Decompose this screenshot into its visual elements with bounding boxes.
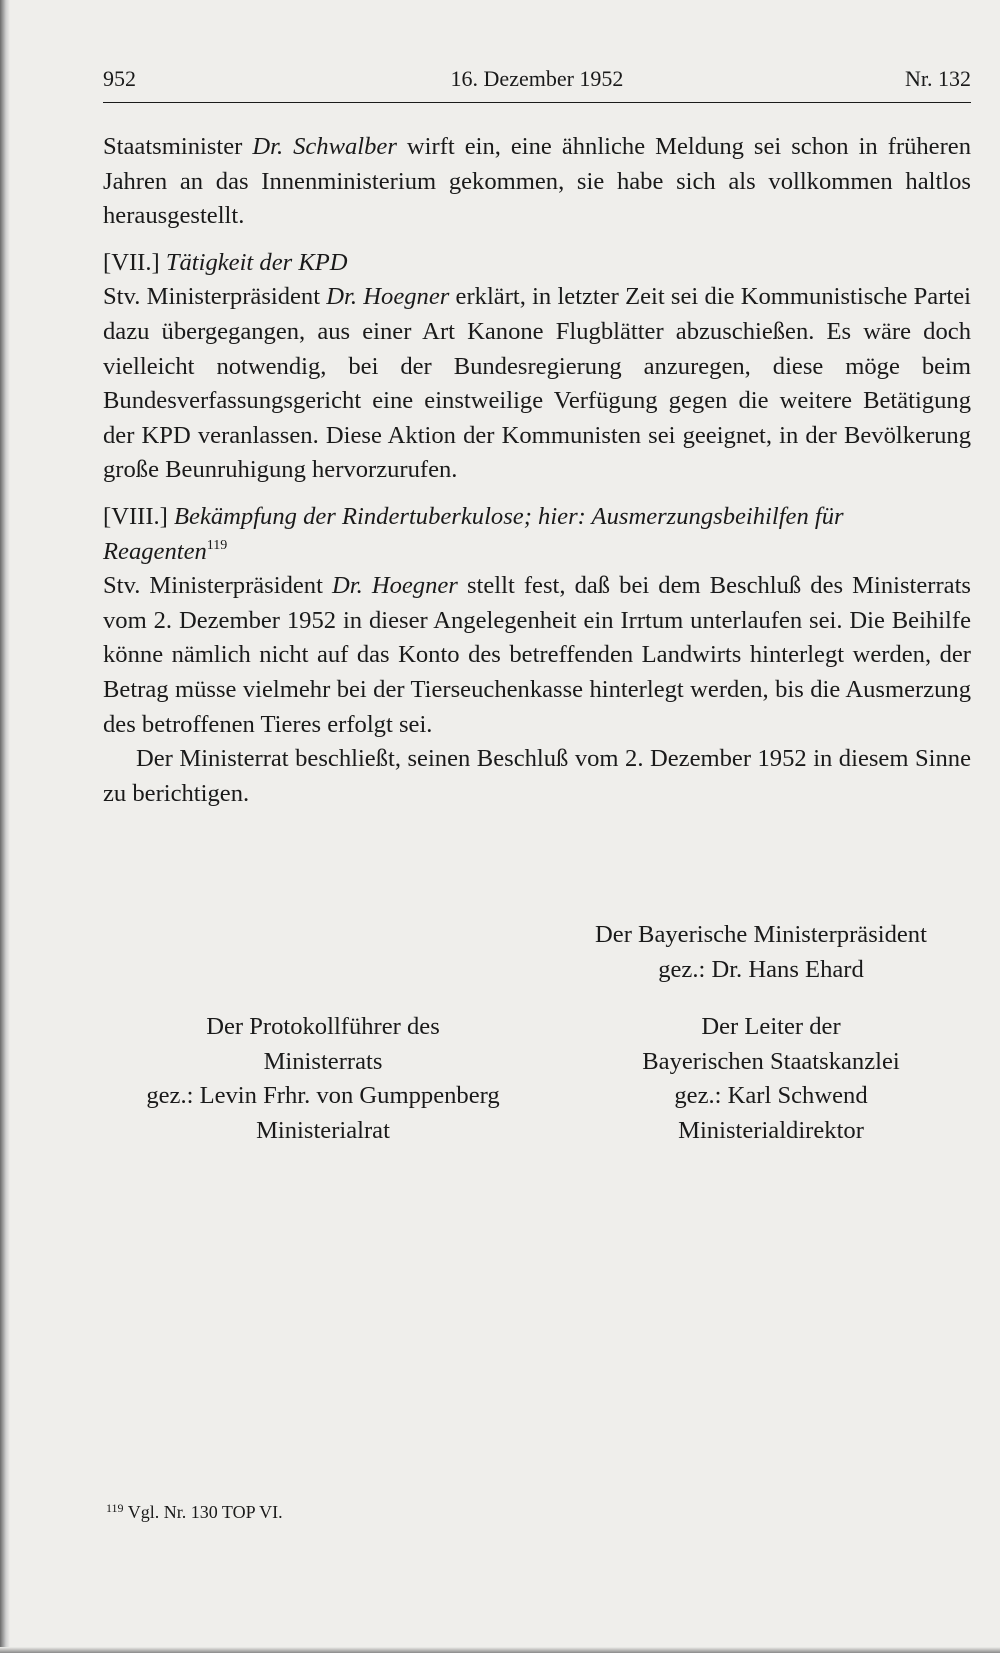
signature-name: gez.: Karl Schwend [674,1082,868,1110]
header-date: 16. Dezember 1952 [450,66,624,91]
section-title: Tätigkeit der KPD [159,248,348,276]
signature-president [551,918,971,987]
text-run: stellt fest, daß bei dem Beschluß des Ministerrats vom 2. Dezember 1952 in dieser Angelegenheit ein Irrtum unterlaufen sei. Die Beihilfe könne nämlich nicht auf das Konto des betreffenden Landwirts hinterlegt werden, der Betrag müsse vielmehr bei der Tierseuchenkasse hinterlegt werden, bis die Ausmerzung des betroffenen Tieres erfolgt sei. [103,572,971,738]
speaker-name: Dr. Schwalber [252,133,397,160]
signature-recorder [103,1010,543,1148]
footnote-text: Vgl. Nr. 130 TOP VI. [123,1502,283,1522]
signature-title: Der Protokollführer des [206,1013,440,1040]
issue-number: Nr. 132 [905,66,971,91]
text-run: Staatsminister [103,133,253,160]
text-run: Stv. Ministerpräsident [103,572,332,600]
footnote-119 [106,1502,283,1523]
signature-title: Ministerrats [263,1047,383,1075]
page-body [103,130,971,811]
footnote-number: 119 [106,1501,124,1515]
text-run: Stv. Ministerpräsident [103,283,327,311]
signature-title: Der Leiter der [701,1013,841,1040]
signature-name: gez.: Levin Frhr. von Gumppenberg [146,1082,500,1110]
header-rule [103,102,971,103]
page-edge-shadow [0,0,10,1653]
speaker-name: Dr. Hoegner [326,283,450,311]
paragraph-resolution: Der Ministerrat beschließt, seinen Beschluß vom 2. Dezember 1952 in diesem Sinne zu berichtigen. [103,745,971,807]
section-heading-viii [103,500,971,569]
section-title: Bekämpfung der Rindertuberkulose; hier: Ausmerzungsbeihilfen für Reagenten [103,502,844,565]
text-run: wirft ein, eine ähnliche Meldung sei schon in früheren Jahren an das Innenministerium gekommen, sie habe sich als vollkommen haltlos herausgestellt. [103,133,972,230]
paragraph-schwalber [103,130,971,234]
section-number: [VIII.] [103,502,168,530]
signature-chancery [571,1010,971,1148]
paragraph-rindertuberkulose [103,569,971,742]
section-number: [VII.] [103,248,160,276]
speaker-name: Dr. Hoegner [332,572,458,600]
page-header [103,66,971,102]
signature-rank: Ministerialdirektor [678,1116,864,1144]
text-run: erklärt, in letzter Zeit sei die Kommunistische Partei dazu übergegangen, aus einer Art Kanone Flugblätter abzuschießen. Es wäre doch vielleicht notwendig, bei der Bundesregierung anzuregen, diese möge beim Bundesverfassungsgericht eine einstweilige Verfügung gegen die weitere Betätigung der KPD veranlassen. Diese Aktion der Kommunisten sei geeignet, in der Bevölkerung große Beunruhigung hervorzurufen. [103,283,971,484]
page-bottom-shadow [0,1647,1000,1653]
page-number: 952 [103,66,136,91]
section-heading-vii [103,246,971,281]
signature-rank: Ministerialrat [256,1116,390,1144]
signature-title: Der Bayerische Ministerpräsident [595,921,927,948]
paragraph-kpd [103,280,971,488]
signature-title: Bayerischen Staatskanzlei [642,1047,900,1075]
signature-name: gez.: Dr. Hans Ehard [658,955,864,983]
footnote-ref[interactable]: 119 [206,537,228,553]
